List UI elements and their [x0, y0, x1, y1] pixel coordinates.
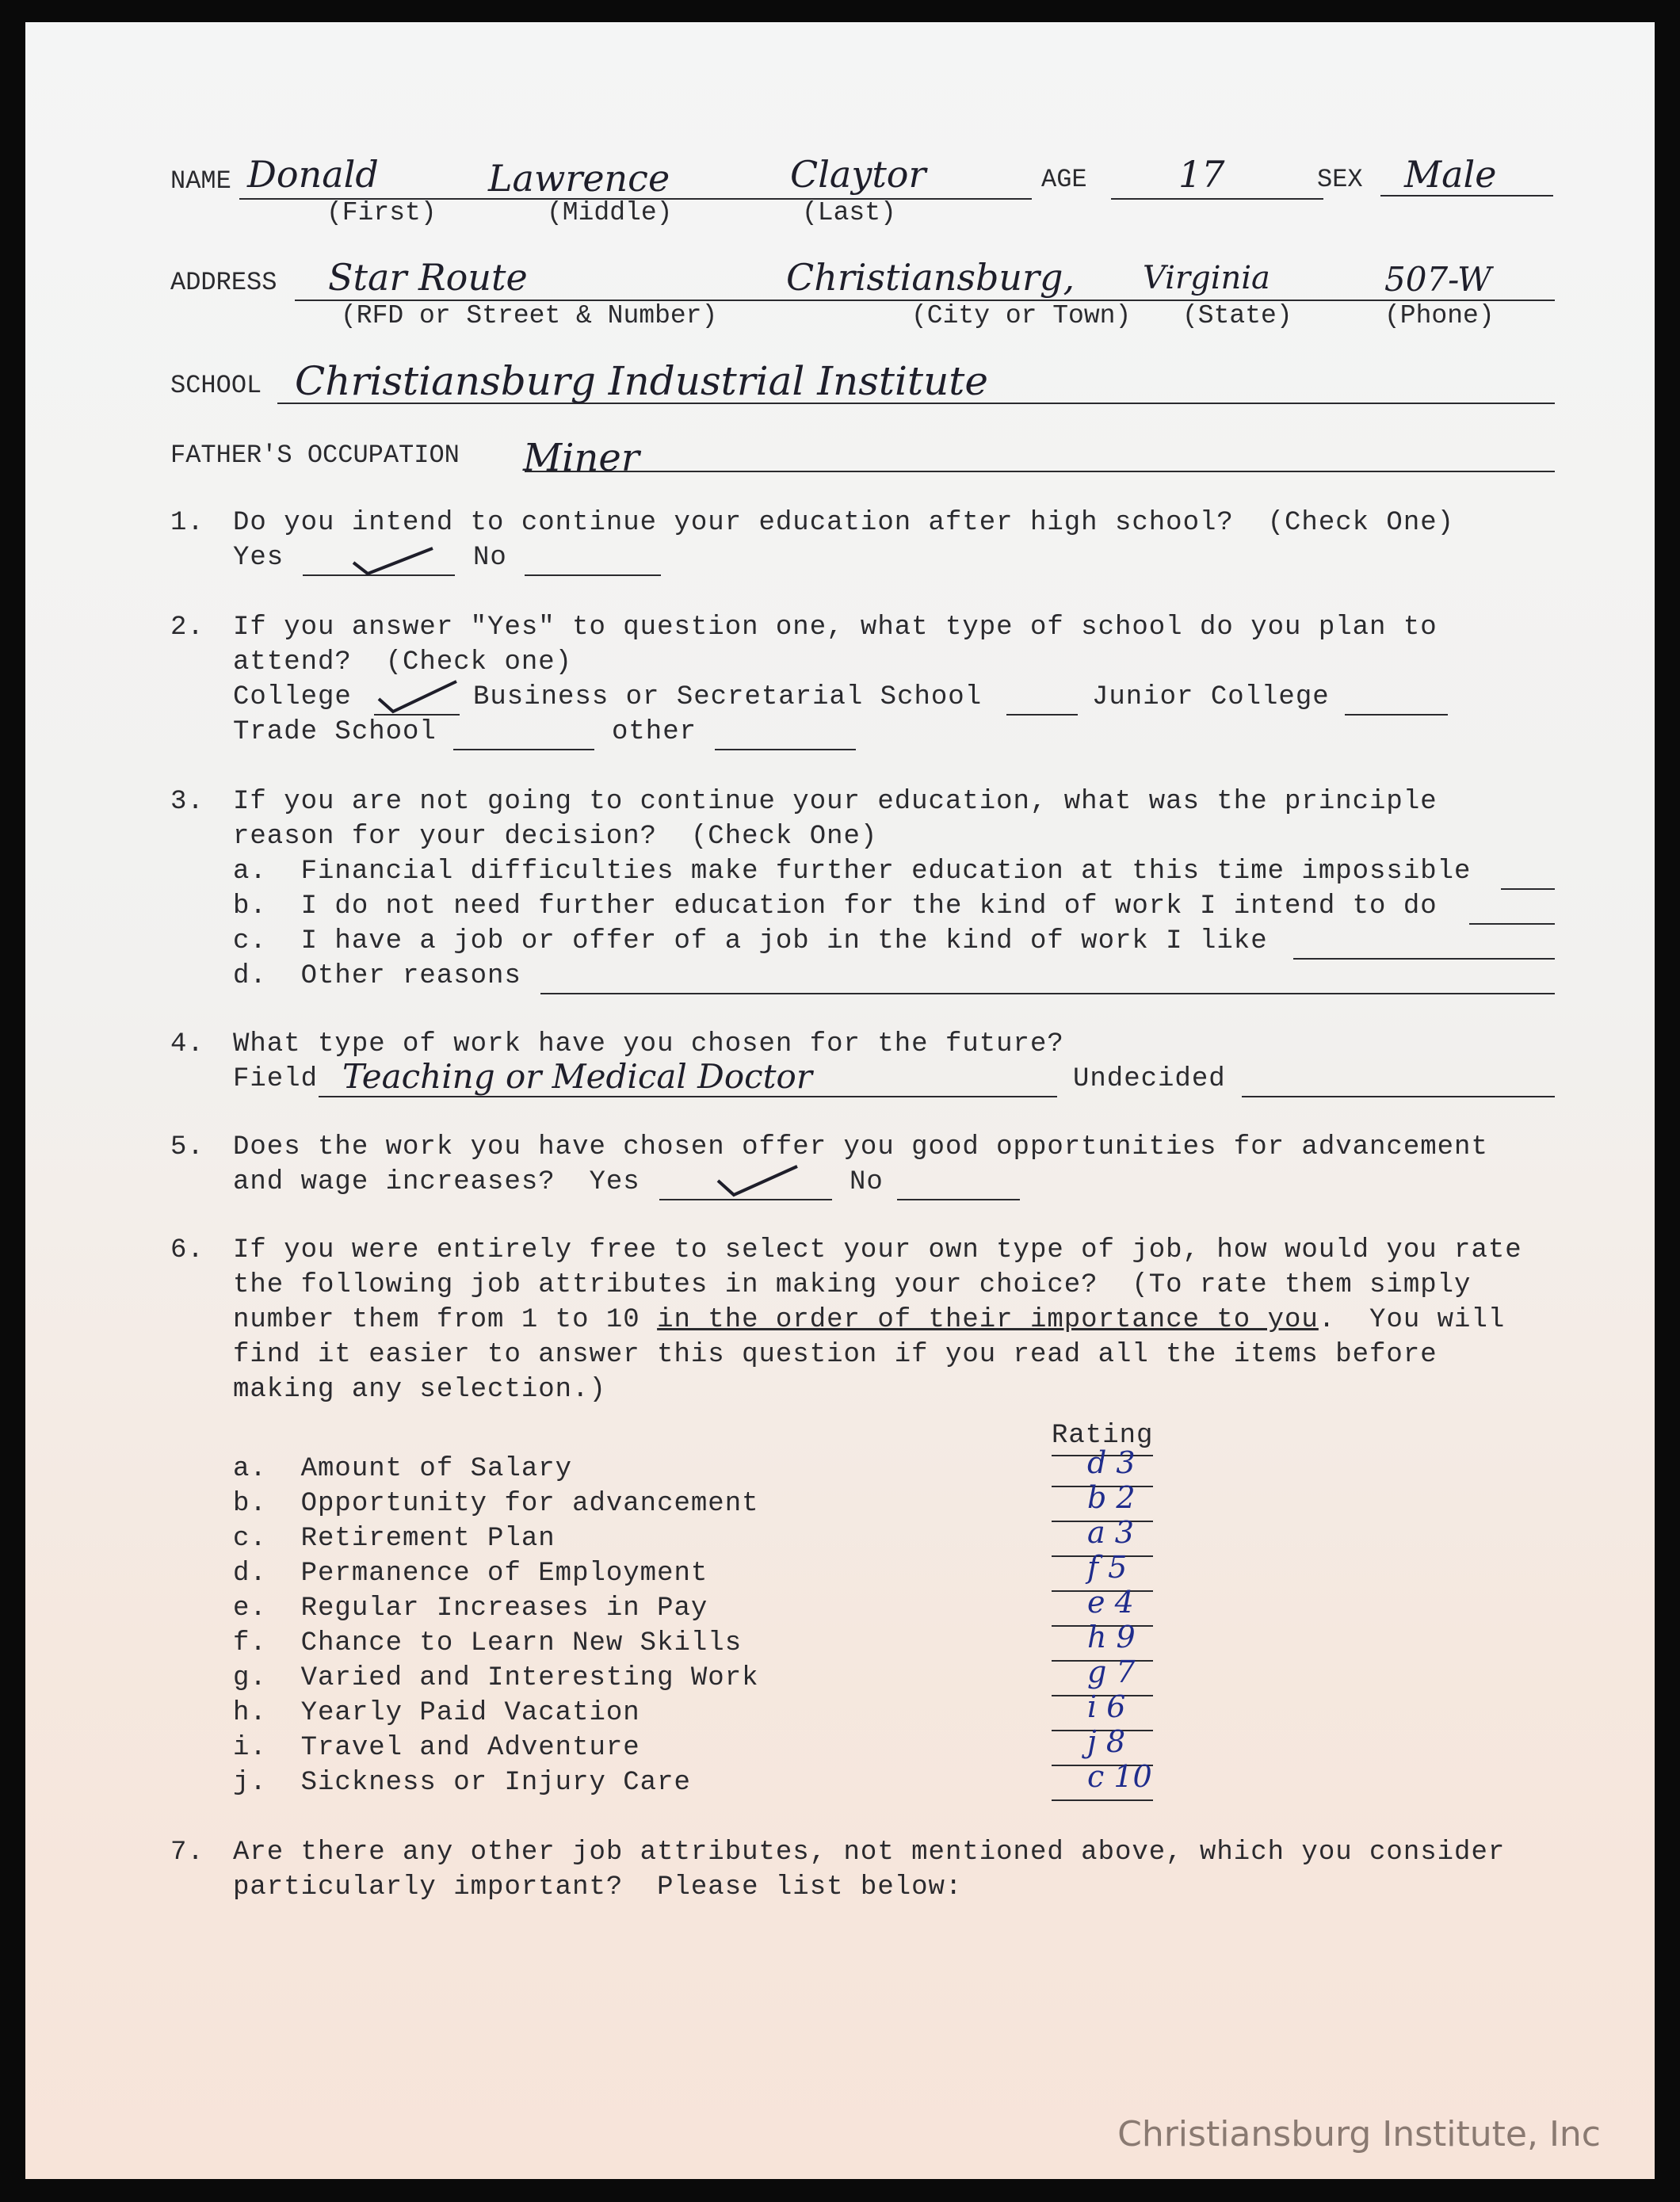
q6-line5: making any selection.) — [233, 1375, 606, 1405]
age-label: AGE — [1041, 165, 1087, 194]
q3-line2: reason for your decision? (Check One) — [233, 822, 878, 852]
q1-yes-checkmark-icon — [350, 545, 437, 577]
q6-line3-end: . You will — [1318, 1305, 1506, 1335]
name-label: NAME — [170, 166, 231, 196]
street-caption: (RFD or Street & Number) — [341, 301, 718, 330]
rating-item-value: h 9 — [1087, 1620, 1136, 1654]
watermark-text: Christiansburg Institute, Inc — [1117, 2114, 1601, 2154]
q3-a-line[interactable] — [1501, 888, 1555, 890]
school-label: SCHOOL — [170, 371, 262, 400]
q4-text: What type of work have you chosen for the future? — [233, 1029, 1064, 1059]
father-occupation-label: FATHER'S OCCUPATION — [170, 441, 460, 470]
q3-option-c: c. I have a job or offer of a job in the kind of work I like — [233, 926, 1268, 956]
rating-item-label: b. Opportunity for advancement — [233, 1489, 759, 1519]
q1-number: 1. — [170, 508, 204, 538]
q3-option-a: a. Financial difficulties make further education at this time impossible — [233, 857, 1472, 887]
middle-caption: (Middle) — [547, 198, 673, 227]
q3-b-line[interactable] — [1469, 923, 1555, 925]
school-value: Christiansburg Industrial Institute — [295, 358, 988, 404]
q2-trade-label: Trade School — [233, 717, 437, 747]
father-occupation-value: Miner — [523, 436, 640, 480]
rating-item-label: i. Travel and Adventure — [233, 1733, 640, 1763]
q5-yes-checkmark-icon — [715, 1163, 802, 1198]
age-value: 17 — [1178, 153, 1225, 196]
q6-line1: If you were entirely free to select your own type of job, how would you rate — [233, 1235, 1522, 1265]
q4-field-value: Teaching or Medical Doctor — [342, 1057, 812, 1096]
q6-line4: find it easier to answer this question if you read all the items before — [233, 1340, 1438, 1370]
address-state-value: Virginia — [1143, 260, 1270, 296]
q2-other-label: other — [612, 717, 697, 747]
q1-yes-label: Yes — [233, 543, 284, 573]
q2-line2: attend? (Check one) — [233, 647, 573, 677]
rating-item-label: c. Retirement Plan — [233, 1524, 556, 1554]
q7-line2: particularly important? Please list below: — [233, 1872, 963, 1902]
rating-item-value: f 5 — [1087, 1550, 1128, 1585]
q6-line3 — [233, 1304, 1505, 1336]
q2-junior-label: Junior College — [1092, 682, 1330, 712]
q5-yes-line[interactable] — [659, 1199, 832, 1200]
sex-label: SEX — [1317, 165, 1363, 194]
q1-no-line[interactable] — [525, 574, 661, 576]
address-street-value: Star Route — [328, 256, 528, 299]
form-page — [25, 22, 1655, 2179]
state-caption: (State) — [1182, 301, 1292, 330]
q3-option-b: b. I do not need further education for the kind of work I intend to do — [233, 891, 1438, 922]
q7-line1: Are there any other job attributes, not mentioned above, which you consider — [233, 1838, 1506, 1868]
q4-number: 4. — [170, 1029, 204, 1059]
q3-option-d: d. Other reasons — [233, 961, 521, 991]
address-phone-value: 507-W — [1384, 260, 1492, 299]
rating-item-label: h. Yearly Paid Vacation — [233, 1698, 640, 1728]
q2-number: 2. — [170, 613, 204, 643]
q3-line1: If you are not going to continue your education, what was the principle — [233, 787, 1438, 817]
rating-item-value: i 6 — [1087, 1689, 1126, 1724]
q2-trade-line[interactable] — [453, 749, 594, 750]
rating-item-value: a 3 — [1087, 1515, 1134, 1550]
q6-line2: the following job attributes in making your choice? (To rate them simply — [233, 1270, 1472, 1300]
q1-text: Do you intend to continue your education after high school? (Check One) — [233, 508, 1455, 538]
name-last-value: Claytor — [790, 153, 926, 196]
q4-field-line[interactable] — [319, 1096, 1057, 1097]
q3-c-line[interactable] — [1293, 958, 1555, 960]
rating-item-value: j 8 — [1087, 1724, 1126, 1759]
q5-line2: and wage increases? Yes — [233, 1167, 640, 1197]
rating-item-label: j. Sickness or Injury Care — [233, 1768, 691, 1798]
rating-item-value: c 10 — [1087, 1759, 1152, 1794]
q3-d-line[interactable] — [540, 993, 1555, 994]
rating-item-value: e 4 — [1087, 1585, 1134, 1620]
name-middle-value: Lawrence — [488, 157, 670, 200]
q2-college-checkmark-icon — [374, 678, 461, 716]
age-line — [1111, 198, 1323, 200]
address-city-value: Christiansburg, — [786, 256, 1075, 299]
rating-item-label: d. Permanence of Employment — [233, 1559, 708, 1589]
rating-item-line[interactable] — [1052, 1799, 1153, 1801]
q2-business-label: Business or Secretarial School — [473, 682, 983, 712]
q2-college-label: College — [233, 682, 352, 712]
q6-line3-underlined: in the order of their importance to you — [657, 1305, 1319, 1335]
rating-item-value: d 3 — [1087, 1445, 1136, 1480]
q4-undecided-label: Undecided — [1073, 1064, 1226, 1094]
q2-line1: If you answer "Yes" to question one, what type of school do you plan to — [233, 613, 1438, 643]
q7-number: 7. — [170, 1838, 204, 1868]
q2-other-line[interactable] — [715, 749, 856, 750]
q5-line1: Does the work you have chosen offer you good opportunities for advancement — [233, 1132, 1488, 1162]
rating-item-value: b 2 — [1087, 1480, 1136, 1515]
q4-field-label: Field — [233, 1064, 319, 1094]
rating-header: Rating — [1052, 1421, 1154, 1451]
q2-junior-line[interactable] — [1345, 714, 1448, 716]
q4-undecided-line[interactable] — [1242, 1096, 1555, 1097]
phone-caption: (Phone) — [1384, 301, 1495, 330]
q5-no-label: No — [850, 1167, 884, 1197]
q6-line3-start: number them from 1 to 10 — [233, 1305, 658, 1335]
q2-business-line[interactable] — [1006, 714, 1078, 716]
address-label: ADDRESS — [170, 268, 277, 297]
name-first-value: Donald — [247, 153, 379, 196]
q5-number: 5. — [170, 1132, 204, 1162]
first-caption: (First) — [326, 198, 437, 227]
q5-no-line[interactable] — [897, 1199, 1020, 1200]
rating-item-label: f. Chance to Learn New Skills — [233, 1628, 743, 1658]
q6-number: 6. — [170, 1235, 204, 1265]
q1-no-label: No — [473, 543, 507, 573]
rating-item-value: g 7 — [1087, 1654, 1136, 1689]
rating-item-label: a. Amount of Salary — [233, 1454, 573, 1484]
sex-value: Male — [1404, 153, 1497, 196]
last-caption: (Last) — [802, 198, 896, 227]
rating-item-label: g. Varied and Interesting Work — [233, 1663, 759, 1693]
city-caption: (City or Town) — [911, 301, 1132, 330]
rating-item-label: e. Regular Increases in Pay — [233, 1593, 708, 1624]
father-occupation-line — [525, 471, 1555, 472]
q3-number: 3. — [170, 787, 204, 817]
